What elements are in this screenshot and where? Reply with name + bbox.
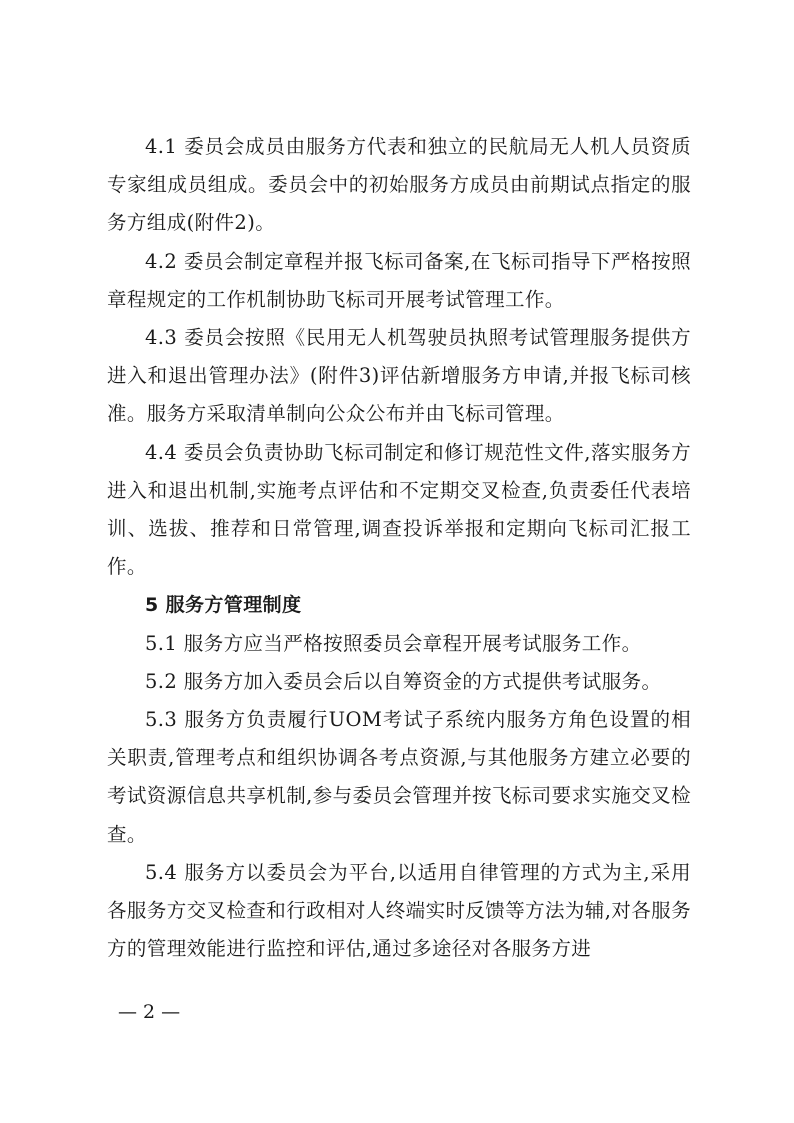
paragraph-4-4: 4.4 委员会负责协助飞标司制定和修订规范性文件,落实服务方进入和退出机制,实施考点评估和不定期交叉检查,负责委任代表培训、选拔、推荐和日常管理,调查投诉举报和定期向飞标司汇报工作。 (107, 440, 691, 579)
paragraph-4-1: 4.1 委员会成员由服务方代表和独立的民航局无人机人员资质专家组成员组成。委员会中的初始服务方成员由前期试点指定的服务方组成(附件2)。 (107, 135, 691, 235)
page-number: — 2 — (118, 1001, 181, 1023)
paragraph-4-2: 4.2 委员会制定章程并报飞标司备案,在飞标司指导下严格按照章程规定的工作机制协助飞标司开展考试管理工作。 (107, 249, 691, 311)
paragraph-5-1: 5.1 服务方应当严格按照委员会章程开展考试服务工作。 (145, 631, 642, 655)
paragraph-4-3: 4.3 委员会按照《民用无人机驾驶员执照考试管理服务提供方进入和退出管理办法》(附件3)评估新增服务方申请,并报飞标司核准。服务方采取清单制向公众公布并由飞标司管理。 (107, 326, 691, 426)
section-heading-5: 5 服务方管理制度 (145, 594, 302, 617)
document-body (107, 128, 691, 968)
paragraph-5-2: 5.2 服务方加入委员会后以自筹资金的方式提供考试服务。 (145, 669, 662, 693)
paragraph-5-3: 5.3 服务方负责履行UOM考试子系统内服务方角色设置的相关职责,管理考点和组织协调各考点资源,与其他服务方建立必要的考试资源信息共享机制,参与委员会管理并按飞标司要求实施交叉检查。 (107, 708, 691, 846)
paragraph-5-4: 5.4 服务方以委员会为平台,以适用自律管理的方式为主,采用各服务方交叉检查和行政相对人终端实时反馈等方法为辅,对各服务方的管理效能进行监控和评估,通过多途径对各服务方进 (107, 860, 691, 961)
